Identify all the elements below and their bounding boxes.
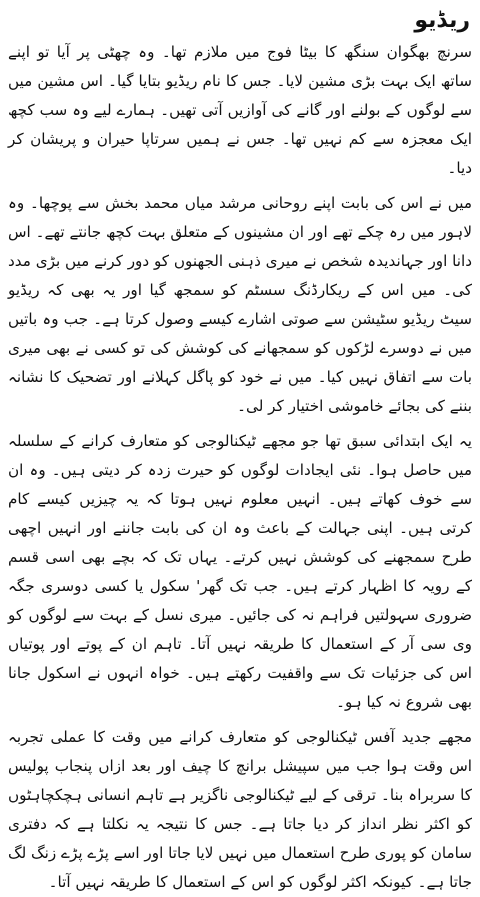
paragraph-2: میں نے اس کی بابت اپنے روحانی مرشد میاں محمد بخش سے پوچھا۔ وہ لاہور میں رہ چکے تھے اور ان مشینوں کے متعلق بہت کچھ جانتے تھے۔ اس دانا اور جہاندیدہ شخص نے میری ذہنی الجھنوں کو دور کرنے میں بڑی مدد کی۔ میں اس کے ریکارڈنگ سسٹم کو سمجھ گیا اور یہ بھی کہ ریڈیو سیٹ ریڈیو سٹیشن سے صوتی اشارے کیسے وصول کرتا ہے۔ جب وہ باتیں میں نے دوسرے لڑکوں کو سمجھانے کی کوشش کی تو کسی نے بھی میری بات سے اتفاق نہیں کیا۔ میں نے خود کو پاگل کہلانے اور تضحیک کا نشانہ بننے کی بجائے خاموشی اختیار کر لی۔ xyxy=(8,194,472,415)
paragraph-4: مجھے جدید آفس ٹیکنالوجی کو متعارف کرانے میں وقت کا عملی تجربہ اس وقت ہوا جب میں سپیشل برانچ کا چیف اور بعد ازاں پنجاب پولیس کا سربراہ بنا۔ ترقی کے لیے ٹیکنالوجی ناگزیر ہے تاہم انسانی ہچکچاہٹوں کو اکثر نظر انداز کر دیا جاتا ہے۔ جس کا نتیجہ یہ نکلتا ہے کہ دفتری سامان کو پوری طرح استعمال میں نہیں لایا جاتا اور اسے پڑے پڑے زنگ لگ جاتا ہے۔ کیونکہ اکثر لوگوں کو اس کے استعمال کا طریقہ نہیں آتا۔ xyxy=(8,728,472,891)
page-title: ریڈیو xyxy=(414,8,470,33)
paragraph-3: یہ ایک ابتدائی سبق تھا جو مجھے ٹیکنالوجی کو متعارف کرانے کے سلسلہ میں حاصل ہوا۔ نئی ایجادات لوگوں کو حیرت زدہ کر دیتی ہیں۔ وہ ان سے خوف کھاتے ہیں۔ انہیں معلوم نہیں ہوتا کہ یہ چیزیں کیسے کام کرتی ہیں۔ اپنی جہالت کے باعث وہ ان کی بابت جاننے اور انہیں اچھی طرح سمجھنے کی کوشش نہیں کرتے۔ یہاں تک کہ بچے بھی اسی قسم کے رویہ کا اظہار کرتے ہیں۔ جب تک گھر' سکول یا کسی دوسری جگہ ضروری سہولتیں فراہم نہ کی جائیں۔ میری نسل کے بہت سے لوگوں کو وی سی آر کے استعمال کا طریقہ نہیں آتا۔ تاہم ان کے پوتے اور پوتیاں اس کی جزئیات تک سے واقفیت رکھتے ہیں۔ خواہ انہوں نے اسکول جانا بھی شروع نہ کیا ہو۔ xyxy=(8,432,472,711)
paragraph-1: سرنچ بھگوان سنگھ کا بیٹا فوج میں ملازم تھا۔ وہ چھٹی پر آیا تو اپنے ساتھ ایک بہت بڑی مشین لایا۔ جس کا نام ریڈیو بتایا گیا۔ اس مشین میں سے لوگوں کے بولنے اور گانے کی آوازیں آتی تھیں۔ ہمارے لیے وہ سب کچھ ایک معجزہ سے کم نہیں تھا۔ جس نے ہمیں سرتاپا حیران و پریشان کر دیا۔ xyxy=(8,43,472,177)
